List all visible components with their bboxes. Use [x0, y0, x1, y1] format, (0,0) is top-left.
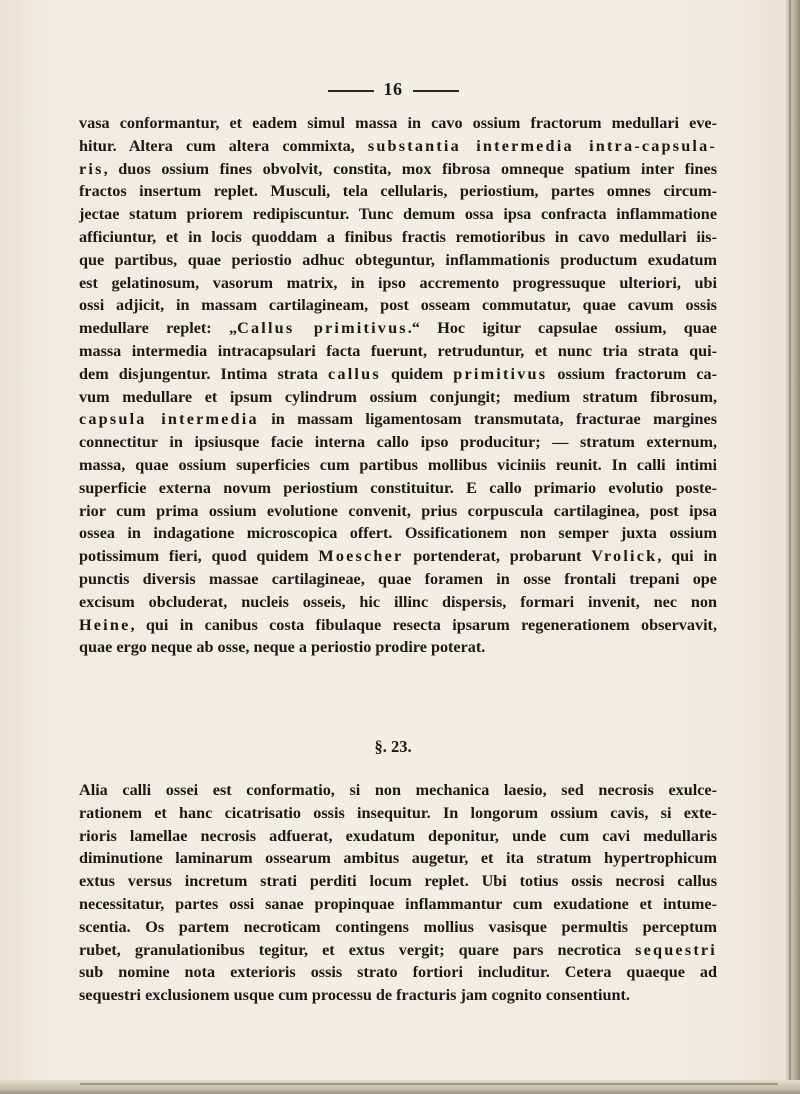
- spaced-term: Callus primitivus: [237, 319, 408, 338]
- text-line: [79, 477, 717, 500]
- text-line: [79, 272, 717, 295]
- text-line: [79, 916, 717, 939]
- text-run: jectae statum priorem redipiscuntur. Tunc demum ossa ipsa confracta inflammatione: [79, 205, 717, 224]
- text-line: [79, 363, 717, 386]
- text-run: , duos ossium fines obvolvit, constita, mox fibrosa omneque spatium inter fines: [103, 159, 717, 178]
- spaced-term: Moescher: [318, 547, 404, 566]
- text-line: [79, 939, 717, 962]
- text-line: [79, 591, 717, 614]
- text-line: [79, 802, 717, 825]
- spaced-term: ris: [79, 159, 104, 178]
- text-run: massa intermedia intracapsulari facta fuerunt, retruduntur, et nunc tria strata qui-: [79, 341, 717, 360]
- text-run: dem disjungentur. Intima strata: [79, 364, 329, 383]
- text-run: hitur. Altera cum altera commixta,: [79, 136, 368, 155]
- page-header: [0, 79, 786, 100]
- text-run: rioris lamellae necrosis adfuerat, exudatum deponitur, unde cum cavi medullaris: [79, 826, 717, 845]
- text-run: rior cum prima ossium evolutione convenit, prius corpuscula cartilaginea, post ipsa: [79, 501, 717, 520]
- spaced-term: Vrolick: [591, 547, 658, 566]
- section-heading: §. 23.: [374, 737, 412, 756]
- page-right-edge: [786, 0, 800, 1094]
- text-line: [79, 847, 717, 870]
- text-run: diminutione laminarum ossearum ambitus augetur, et ita stratum hypertrophicum: [79, 849, 717, 868]
- spaced-term: Heine: [79, 615, 131, 634]
- text-run: Alia calli ossei est conformatio, si non mechanica laesio, sed necrosis exulce-: [79, 781, 717, 799]
- text-run: in massam ligamentosam transmutata, fracturae margines: [258, 410, 717, 429]
- text-line: [79, 180, 717, 203]
- text-run: vum medullare et ipsum cylindrum ossium conjungit; medium stratum fibrosum,: [79, 387, 717, 406]
- text-line: [79, 545, 717, 568]
- text-line: [79, 825, 717, 848]
- text-line: [79, 893, 717, 916]
- text-run: que partibus, quae periostio adhuc obteguntur, inflammationis productum exudatum: [79, 250, 717, 269]
- text-run: ossi adjicit, in massam cartilagineam, post osseam commutatur, quae cavum ossis: [79, 296, 717, 315]
- text-line: [79, 961, 717, 984]
- text-run: necessitatur, partes ossi sanae propinquae inflammantur cum exudatione et intume-: [79, 894, 717, 913]
- text-run: quidem: [380, 364, 454, 383]
- spaced-term: primitivus: [453, 364, 548, 383]
- header-dash-left: [328, 90, 374, 92]
- header-dash-right: [413, 90, 459, 92]
- paragraph-1: [79, 112, 717, 659]
- text-run: scentia. Os partem necroticam contingens mollius vasisque permultis perceptum: [79, 917, 717, 936]
- text-run: sub nomine nota exterioris ossis strato fortiori includitur. Cetera quaeque ad: [79, 963, 717, 982]
- text-line: [79, 454, 717, 477]
- text-run: portenderat, probarunt: [403, 547, 592, 566]
- text-run: quae ergo neque ab osse, neque a periostio prodire poterat.: [79, 638, 486, 657]
- text-line: [79, 568, 717, 591]
- text-run: afficiuntur, et in locis quoddam a finibus fractis remotioribus in cavo medullari iis-: [79, 227, 717, 246]
- spaced-term: substantia intermedia intra-capsula-: [367, 136, 717, 155]
- text-run: ossea in indagatione microscopica offert. Ossificationem non semper juxta ossium: [79, 524, 717, 543]
- text-run: , qui in: [657, 547, 717, 566]
- text-line: [79, 294, 717, 317]
- text-run: vasa conformantur, et eadem simul massa in cavo ossium fractorum medullari eve-: [79, 114, 717, 132]
- text-run: rubet, granulationibus tegitur, et extus vergit; quare pars necrotica: [79, 940, 636, 959]
- text-run: .“ Hoc igitur capsulae ossium, quae: [407, 319, 717, 338]
- text-run: sequestri exclusionem usque cum processu de fracturis jam cognito consentiunt.: [79, 986, 630, 1005]
- spaced-term: capsula intermedia: [79, 410, 259, 429]
- text-run: fractos insertum replet. Musculi, tela cellularis, periostium, partes omnes circum-: [79, 182, 717, 201]
- text-run: medullare replet: „: [79, 319, 238, 338]
- text-run: est gelatinosum, vasorum matrix, in ipso accremento progressuque ulteriori, ubi: [79, 273, 717, 292]
- text-line: [79, 431, 717, 454]
- text-line: [79, 408, 717, 431]
- text-line: [79, 779, 717, 802]
- text-line: [79, 522, 717, 545]
- text-run: potissimum fieri, quod quidem: [79, 547, 319, 566]
- text-line: [79, 317, 717, 340]
- spaced-term: sequestri: [635, 940, 717, 959]
- text-run: excisum obcluderat, nucleis osseis, hic illinc dispersis, formari invenit, nec non: [79, 592, 717, 611]
- text-run: punctis diversis massae cartilagineae, quae foramen in osse frontali trepani ope: [79, 569, 717, 588]
- text-line: [79, 500, 717, 523]
- page-bottom-rule: [80, 1083, 778, 1085]
- text-run: massa, quae ossium superficies cum partibus mollibus viciniis reunit. In calli intimi: [79, 455, 717, 474]
- text-line: [79, 158, 717, 181]
- text-run: connectitur in ipsiusque facie interna callo ipso producitur; — stratum externum,: [79, 433, 717, 452]
- text-line: [79, 340, 717, 363]
- text-line: [79, 984, 717, 1007]
- text-run: superficie externa novum periostium constituitur. E callo primario evolutio poste-: [79, 478, 717, 497]
- spaced-term: callus: [328, 364, 381, 383]
- text-line: [79, 870, 717, 893]
- text-run: rationem et hanc cicatrisatio ossis insequitur. In longorum ossium cavis, si exte-: [79, 803, 717, 822]
- text-line: [79, 226, 717, 249]
- text-line: [79, 203, 717, 226]
- text-line: [79, 112, 717, 135]
- text-line: [79, 249, 717, 272]
- text-line: [79, 614, 717, 637]
- text-line: [79, 636, 717, 659]
- text-line: [79, 386, 717, 409]
- text-run: extus versus incretum strati perditi locum replet. Ubi totius ossis necrosi callus: [79, 872, 717, 891]
- page-number: 16: [383, 79, 403, 99]
- paragraph-2: [79, 779, 717, 1007]
- text-run: , qui in canibus costa fibulaque resecta ipsarum regenerationem observavit,: [130, 615, 717, 634]
- text-run: ossium fractorum ca-: [547, 364, 717, 383]
- text-line: [79, 135, 717, 158]
